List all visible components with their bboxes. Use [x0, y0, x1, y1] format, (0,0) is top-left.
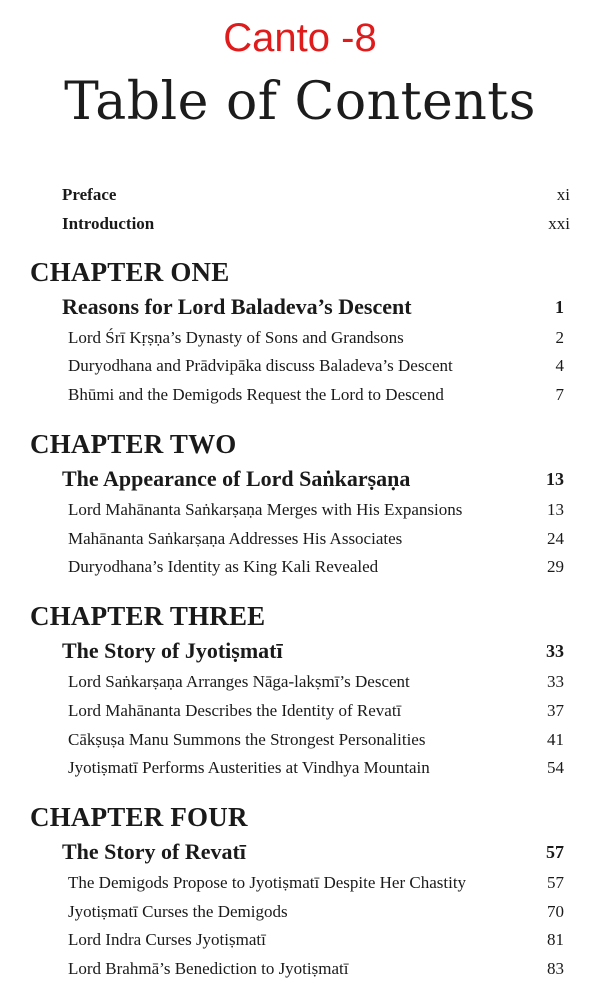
toc-entry-page: 33: [547, 672, 564, 691]
toc-entry-page: xxi: [548, 214, 570, 233]
chapter-heading: CHAPTER THREE: [30, 601, 266, 631]
toc-entry-page: 57: [547, 873, 564, 892]
toc-entry-label: Lord Mahānanta Saṅkarṣaṇa Merges with His Expansions: [68, 500, 463, 519]
chapter-page: 13: [546, 469, 564, 489]
toc-entry-label: Duryodhana’s Identity as King Kali Revealed: [68, 557, 379, 576]
toc-entry-label: Duryodhana and Prādvipāka discuss Baladeva’s Descent: [68, 356, 453, 375]
toc-entry-page: 7: [555, 385, 564, 404]
toc-entry-page: 4: [555, 356, 564, 375]
toc-entry-label: Lord Indra Curses Jyotiṣmatī: [68, 930, 266, 949]
toc-entry-page: 83: [547, 959, 564, 978]
chapter-heading: CHAPTER ONE: [30, 257, 230, 287]
toc-entry-label: Introduction: [62, 214, 155, 233]
toc-entry-page: 70: [547, 902, 564, 921]
chapter-page: 57: [546, 842, 564, 862]
toc-entry-label: Mahānanta Saṅkarṣaṇa Addresses His Associates: [68, 529, 403, 548]
toc-entry-label: Lord Saṅkarṣaṇa Arranges Nāga-lakṣmī’s Descent: [68, 672, 410, 691]
page-title: Table of Contents: [64, 72, 536, 132]
toc-entry-page: xi: [556, 185, 570, 204]
toc-entry-label: Jyotiṣmatī Performs Austerities at Vindhya Mountain: [68, 758, 430, 777]
canto-heading: Canto -8: [223, 16, 377, 60]
toc-entry-page: 29: [547, 557, 564, 576]
toc-entry-page: 2: [555, 328, 564, 347]
toc-entry-page: 13: [547, 500, 564, 519]
chapter-title: The Story of Revatī: [62, 839, 246, 864]
chapter-title: Reasons for Lord Baladeva’s Descent: [62, 294, 412, 319]
toc-entry-label: Bhūmi and the Demigods Request the Lord to Descend: [68, 385, 444, 404]
toc-entry-label: Cākṣuṣa Manu Summons the Strongest Personalities: [68, 730, 426, 749]
toc-entry-label: Jyotiṣmatī Curses the Demigods: [68, 902, 288, 921]
toc-entry-page: 54: [547, 758, 564, 777]
toc-entry-page: 37: [547, 701, 564, 720]
chapter-page: 1: [555, 297, 564, 317]
toc-entry-page: 41: [547, 730, 564, 749]
toc-entry-page: 81: [547, 930, 564, 949]
chapter-heading: CHAPTER TWO: [30, 429, 237, 459]
toc-entry-label: Lord Śrī Kṛṣṇa’s Dynasty of Sons and Grandsons: [68, 328, 404, 347]
chapter-page: 33: [546, 641, 564, 661]
toc-entry-label: Lord Mahānanta Describes the Identity of Revatī: [68, 701, 402, 720]
chapter-heading: CHAPTER FOUR: [30, 802, 248, 832]
chapter-title: The Story of Jyotiṣmatī: [62, 638, 283, 663]
chapter-title: The Appearance of Lord Saṅkarṣaṇa: [62, 466, 411, 491]
toc-entry-label: Lord Brahmā’s Benediction to Jyotiṣmatī: [68, 959, 349, 978]
toc-entry-label: The Demigods Propose to Jyotiṣmatī Despite Her Chastity: [68, 873, 467, 892]
toc-entry-label: Preface: [62, 185, 117, 204]
toc-entry-page: 24: [547, 529, 564, 548]
